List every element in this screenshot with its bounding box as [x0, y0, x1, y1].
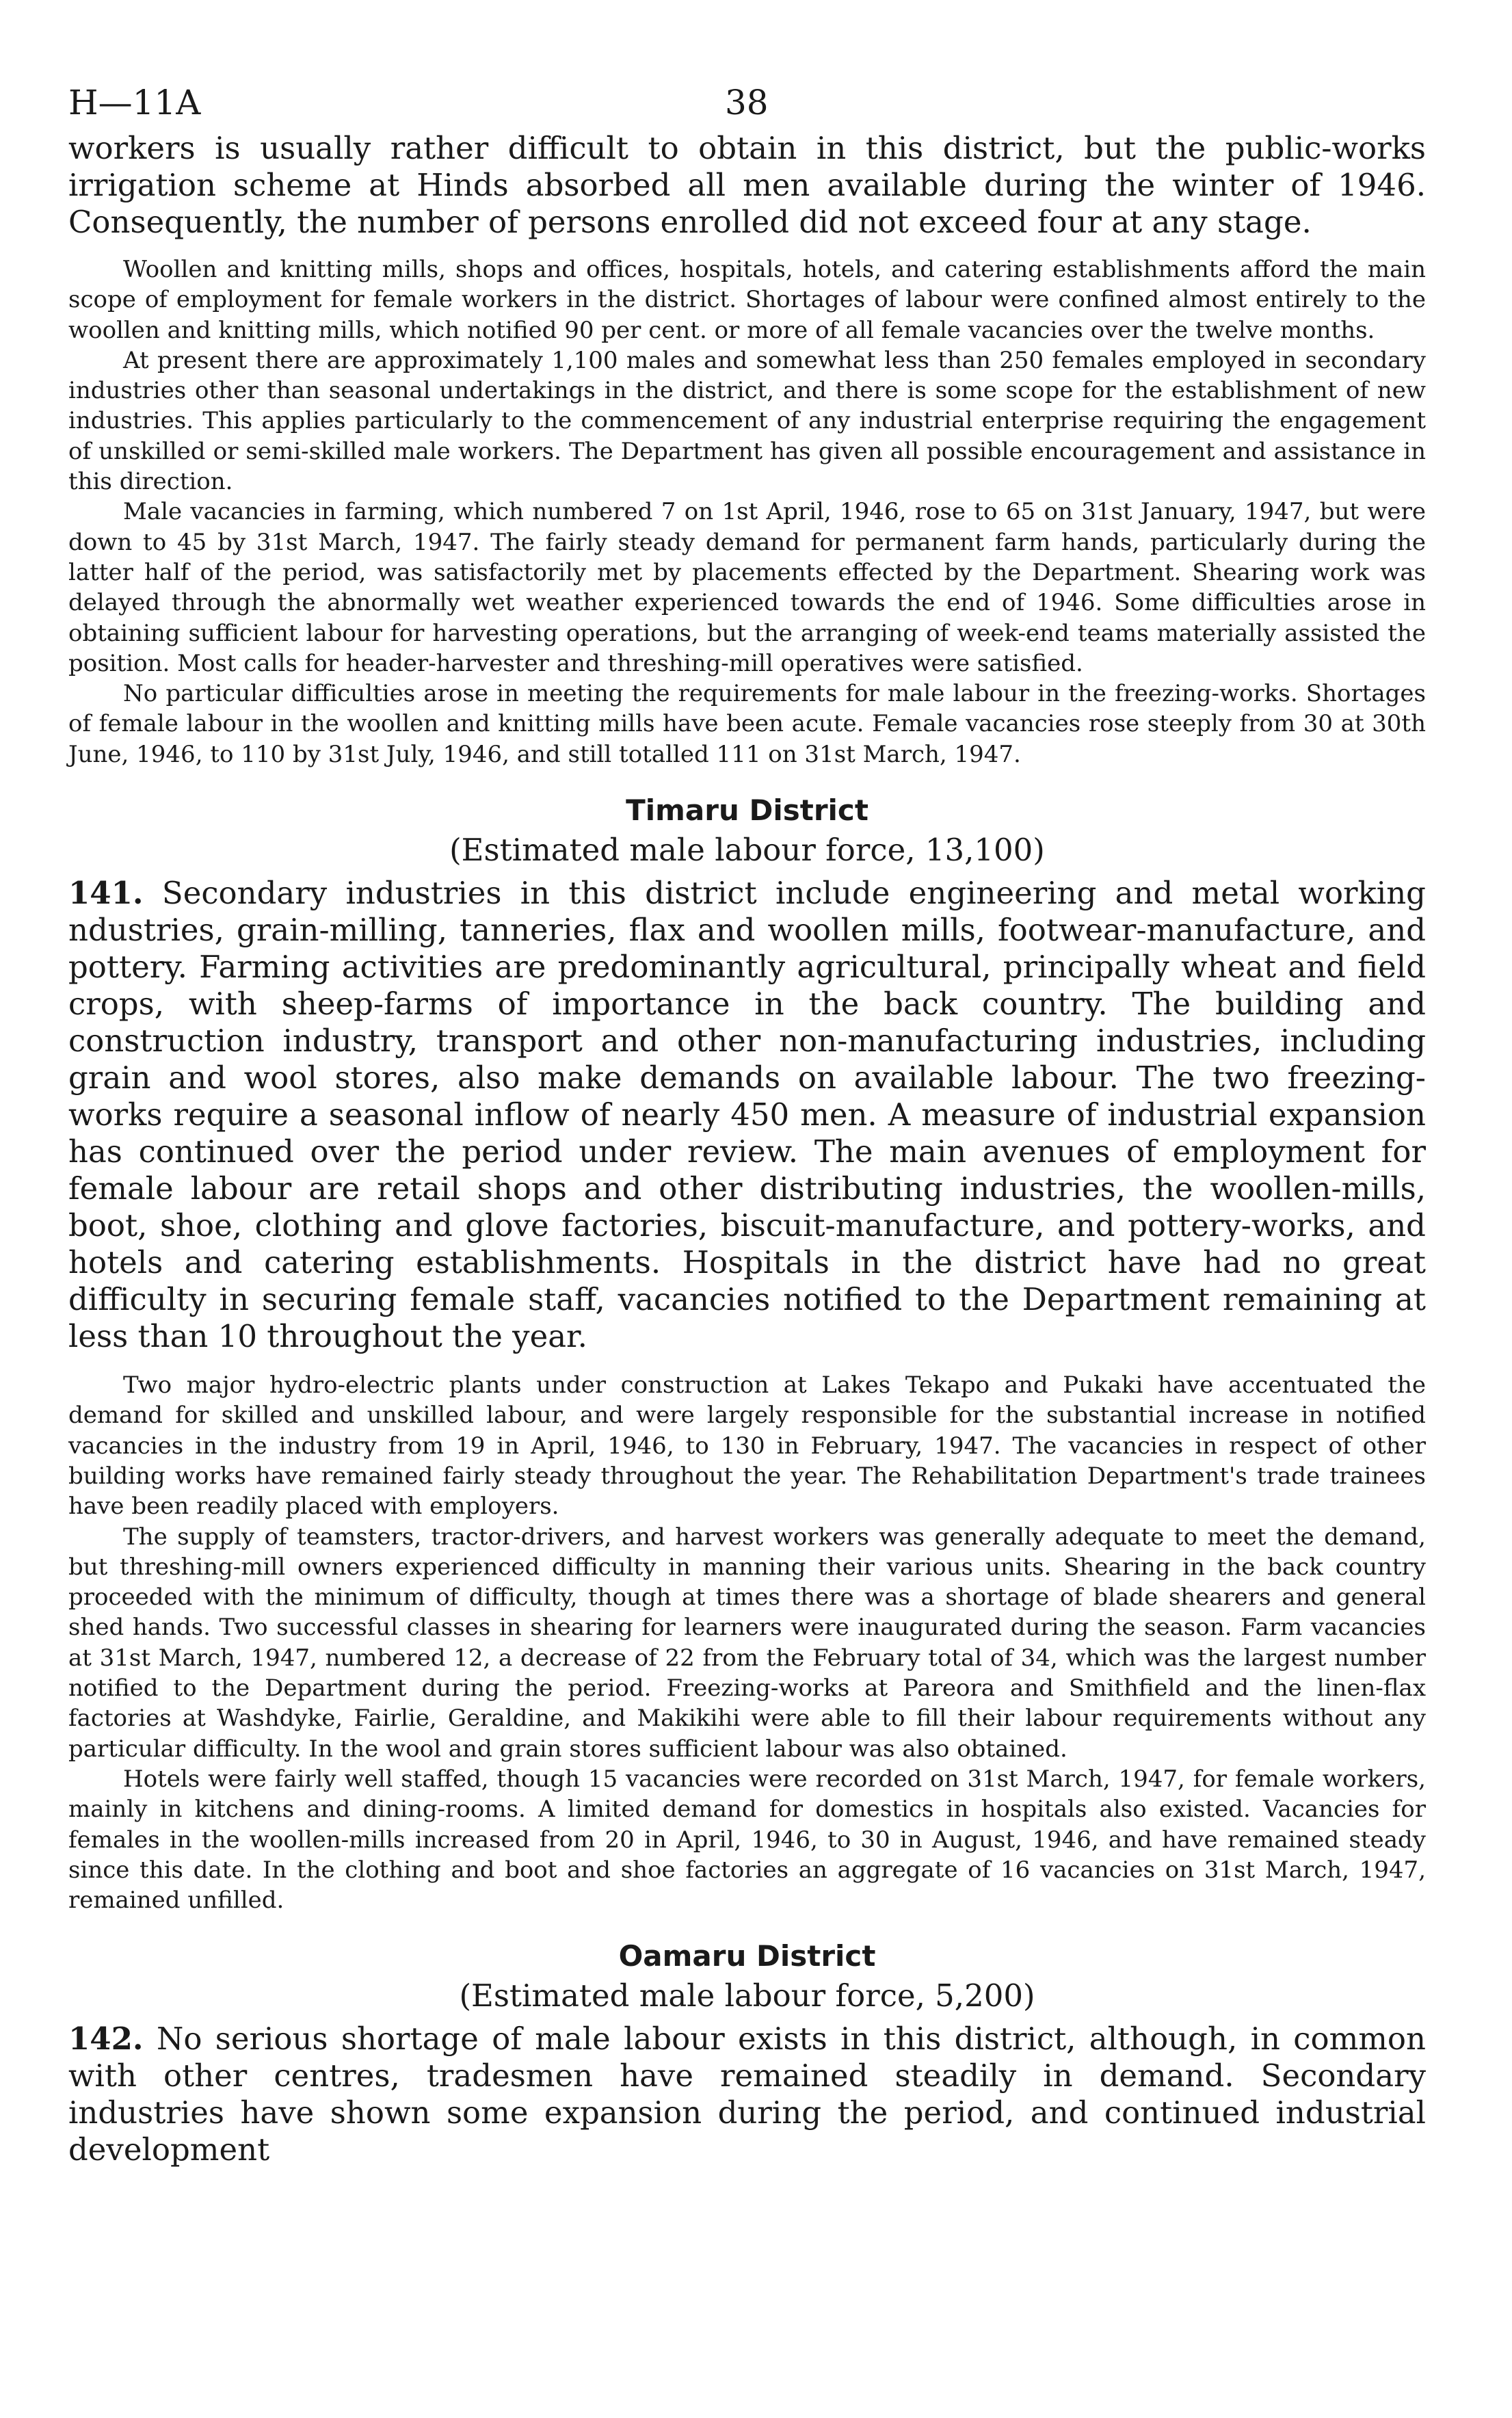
paragraph-142-text: No serious shortage of male labour exists in this district, although, in common with other centres, tradesmen have remained steadily in demand. Secondary industries have shown some expansion during the period, and continued industrial development	[68, 2021, 1426, 2168]
opening-paragraph: workers is usually rather difficult to obtain in this district, but the public-works irrigation scheme at Hinds absorbed all men available during the winter of 1946. Consequently, the number of persons enrolled did not exceed four at any stage.	[68, 130, 1426, 240]
page-header	[68, 75, 1426, 130]
paragraph-141-text: Secondary industries in this district include engineering and metal working ndustries, grain-milling, tanneries, flax and woollen mills, footwear-manufacture, and pottery. Farming activities are predominantly agricultural, principally wheat and field crops, with sheep-farms of importance in the back country. The building and construction industry, transport and other non-manufacturing industries, including grain and wool stores, also make demands on available labour. The two freezing-works require a seasonal inflow of nearly 450 men. A measure of industrial expansion has continued over the period under review. The main avenues of employment for female labour are retail shops and other distributing industries, the woollen-mills, boot, shoe, clothing and glove factories, biscuit-manufacture, and pottery-works, and hotels and catering establishments. Hospitals in the district have had no great difficulty in securing female staff, vacancies notified to the Department remaining at less than 10 throughout the year.	[68, 875, 1426, 1355]
paragraph-farming-vacancies: Male vacancies in farming, which numbered 7 on 1st April, 1946, rose to 65 on 31st January, 1947, but were down to 45 by 31st March, 1947. The fairly steady demand for permanent farm hands, particularly during the latter half of the period, was satisfactorily met by placements effected by the Department. Shearing work was delayed through the abnormally wet weather experienced towards the end of 1946. Some difficulties arose in obtaining sufficient labour for harvesting operations, but the arranging of week-end teams materially assisted the position. Most calls for header-harvester and threshing-mill operatives were satisfied.	[68, 498, 1426, 677]
section-title-oamaru: Oamaru District	[618, 1939, 876, 1973]
document-page	[68, 75, 1426, 2168]
paragraph-number-141: 141.	[68, 875, 144, 912]
paragraph-hotels: Hotels were fairly well staffed, though 15 vacancies were recorded on 31st March, 1947, for female workers, mainly in kitchens and dining-rooms. A limited demand for domestics in hospitals also existed. Vacancies for females in the woollen-mills increased from 20 in April, 1946, to 30 in August, 1946, and have remained steady since this date. In the clothing and boot and shoe factories an aggregate of 16 vacancies on 31st March, 1947, remained unfilled.	[68, 1765, 1426, 1915]
paragraph-secondary-industries: At present there are approximately 1,100 males and somewhat less than 250 females employed in secondary industries other than seasonal undertakings in the district, and there is some scope for the establishment of new industries. This applies particularly to the commencement of any industrial enterprise requiring the engagement of unskilled or semi-skilled male workers. The Department has given all possible encouragement and assistance in this direction.	[68, 346, 1426, 496]
section-subtitle-timaru: (Estimated male labour force, 13,100)	[449, 832, 1045, 869]
paragraph-hydro-electric: Two major hydro-electric plants under construction at Lakes Tekapo and Pukaki have accentuated the demand for skilled and unskilled labour, and were largely responsible for the substantial increase in notified vacancies in the industry from 19 in April, 1946, to 130 in February, 1947. The vacancies in respect of other building works have remained fairly steady throughout the year. The Rehabilitation Department's trade trainees have been readily placed with employers.	[68, 1371, 1426, 1521]
page-number: 38	[725, 83, 769, 122]
paragraph-teamsters: The supply of teamsters, tractor-drivers, and harvest workers was generally adequate to meet the demand, but threshing-mill owners experienced difficulty in manning their various units. Shearing in the back country proceeded with the minimum of difficulty, though at times there was a shortage of blade shearers and general shed hands. Two successful classes in shearing for learners were inaugurated during the season. Farm vacancies at 31st March, 1947, numbered 12, a decrease of 22 from the February total of 34, which was the largest number notified to the Department during the period. Freezing-works at Pareora and Smithfield and the linen-flax factories at Washdyke, Fairlie, Geraldine, and Makikihi were able to fill their labour requirements without any particular difficulty. In the wool and grain stores sufficient labour was also obtained.	[68, 1523, 1426, 1763]
paragraph-freezing-works: No particular difficulties arose in meeting the requirements for male labour in the freezing-works. Shortages of female labour in the woollen and knitting mills have been acute. Female vacancies rose steeply from 30 at 30th June, 1946, to 110 by 31st July, 1946, and still totalled 111 on 31st March, 1947.	[68, 680, 1426, 768]
paragraph-female-employment: Woollen and knitting mills, shops and offices, hospitals, hotels, and catering establishments afford the main scope of employment for female workers in the district. Shortages of labour were confined almost entirely to the woollen and knitting mills, which notified 90 per cent. or more of all female vacancies over the twelve months.	[68, 256, 1426, 344]
paragraph-number-142: 142.	[68, 2021, 144, 2058]
paragraph-141	[68, 875, 1426, 1355]
document-reference: H—11A	[68, 83, 201, 122]
section-title-timaru: Timaru District	[626, 793, 868, 828]
paragraph-142	[68, 2021, 1426, 2168]
section-subtitle-oamaru: (Estimated male labour force, 5,200)	[459, 1977, 1035, 2014]
